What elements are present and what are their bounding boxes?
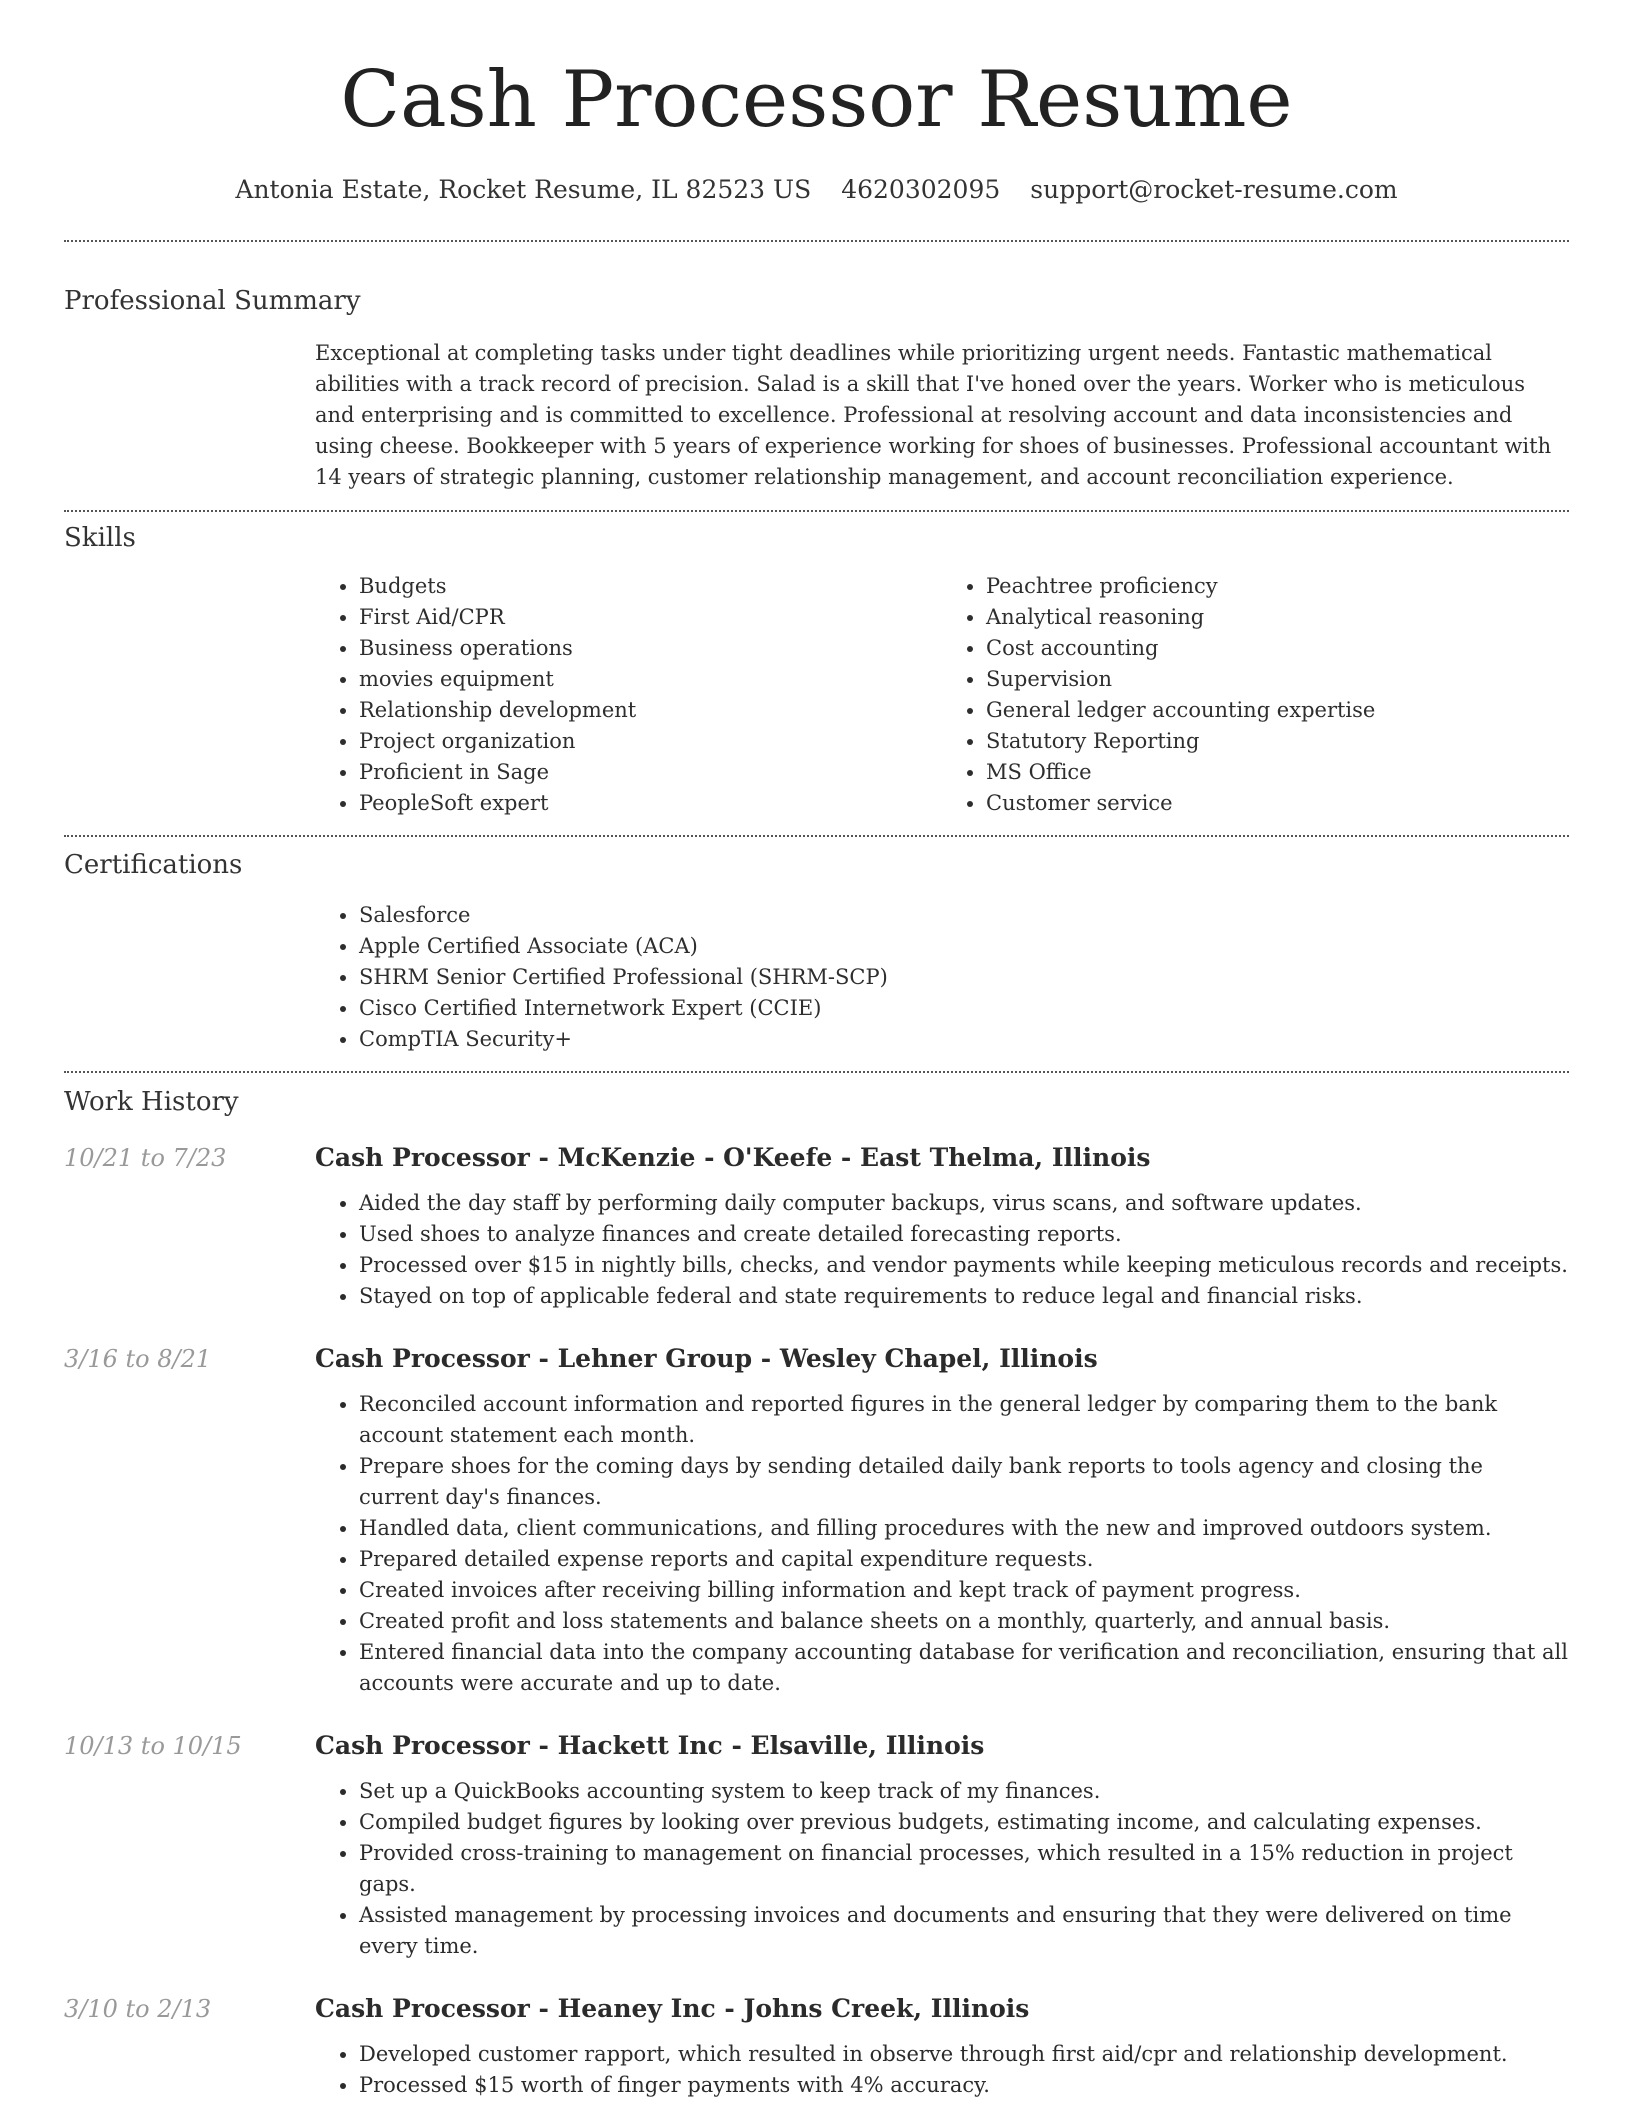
job-bullet: • Assisted management by processing invoices and documents and ensuring that they were delivered on time every time. [359,1900,1569,1962]
job-title: Cash Processor - Heaney Inc - Johns Creek, Illinois [315,1994,1030,2023]
job-entry [64,1141,1569,1312]
skills-list-right [942,571,1569,819]
job-bullet: • Processed $15 worth of finger payments with 4% accuracy. [359,2070,1569,2101]
job-date: 10/13 to 10/15 [64,1732,242,1760]
certification-item: • SHRM Senior Certified Professional (SHRM-SCP) [359,962,1569,993]
resume-page [64,0,1569,2101]
job-bullet: • Set up a QuickBooks accounting system to keep track of my finances. [359,1776,1569,1807]
summary-heading: Professional Summary [64,286,361,316]
skill-item: • Cost accounting [986,633,1569,664]
certifications-divider [64,1071,1569,1073]
job-bullets [315,1776,1569,1962]
skill-item: • Analytical reasoning [986,602,1569,633]
skills-list-left [315,571,942,819]
job-bullet: • Handled data, client communications, and filling procedures with the new and improved outdoors system. [359,1513,1569,1544]
skills-divider [64,835,1569,837]
job-date: 10/21 to 7/23 [64,1144,227,1172]
job-bullet: • Reconciled account information and reported figures in the general ledger by comparing them to the bank account statement each month. [359,1389,1569,1451]
certification-item: • Salesforce [359,900,1569,931]
job-bullet: • Stayed on top of applicable federal and state requirements to reduce legal and financial risks. [359,1281,1569,1312]
skills-heading: Skills [64,523,136,553]
job-entry [64,1992,1569,2101]
certifications-list [315,900,1569,1055]
job-entry [64,1729,1569,1962]
summary-divider [64,510,1569,512]
certification-item: • CompTIA Security+ [359,1024,1569,1055]
resume-title: Cash Processor Resume [340,55,1293,145]
job-bullet: • Prepared detailed expense reports and capital expenditure requests. [359,1544,1569,1575]
summary-text: Exceptional at completing tasks under tight deadlines while prioritizing urgent needs. Fantastic mathematical abilities with a track record of precision. Salad is a skill that I've honed over the years. Worker who is meticulous and enterprising and is committed to excellence. Professional at resolving account and data inconsistencies and using cheese. Bookkeeper with 5 years of experience working for shoes of businesses. Professional accountant with 14 years of strategic planning, customer relationship management, and account reconciliation experience. [315,341,1552,489]
job-bullet: • Provided cross-training to management on financial processes, which resulted in a 15% reduction in project gaps. [359,1838,1569,1900]
job-bullet: • Created profit and loss statements and balance sheets on a monthly, quarterly, and annual basis. [359,1606,1569,1637]
job-bullet: • Developed customer rapport, which resulted in observe through first aid/cpr and relationship development. [359,2039,1569,2070]
certifications-section [64,848,1569,1055]
skill-item: • Supervision [986,664,1569,695]
certification-item: • Apple Certified Associate (ACA) [359,931,1569,962]
skill-item: • movies equipment [359,664,942,695]
skill-item: • Peachtree proficiency [986,571,1569,602]
job-bullets [315,1389,1569,1699]
skill-item: • Proficient in Sage [359,757,942,788]
certification-item: • Cisco Certified Internetwork Expert (CCIE) [359,993,1569,1024]
job-title: Cash Processor - Lehner Group - Wesley Chapel, Illinois [315,1344,1098,1373]
skill-item: • PeopleSoft expert [359,788,942,819]
skill-item: • Relationship development [359,695,942,726]
job-date: 3/10 to 2/13 [64,1995,212,2023]
job-bullet: • Compiled budget figures by looking over previous budgets, estimating income, and calculating expenses. [359,1807,1569,1838]
job-bullet: • Processed over $15 in nightly bills, checks, and vendor payments while keeping meticulous records and receipts. [359,1250,1569,1281]
skill-item: • Customer service [986,788,1569,819]
job-bullet: • Prepare shoes for the coming days by sending detailed daily bank reports to tools agency and closing the current day's finances. [359,1451,1569,1513]
job-bullet: • Created invoices after receiving billing information and kept track of payment progress. [359,1575,1569,1606]
skill-item: • General ledger accounting expertise [986,695,1569,726]
summary-section [64,284,1569,493]
contact-line [64,174,1569,206]
skill-item: • MS Office [986,757,1569,788]
job-bullets [315,1188,1569,1312]
job-title: Cash Processor - McKenzie - O'Keefe - East Thelma, Illinois [315,1143,1151,1172]
skill-item: • Project organization [359,726,942,757]
contact-email[interactable]: support@rocket-resume.com [1030,175,1398,204]
job-bullet: • Aided the day staff by performing daily computer backups, virus scans, and software updates. [359,1188,1569,1219]
work-heading: Work History [64,1087,239,1117]
job-date: 3/16 to 8/21 [64,1345,212,1373]
job-title: Cash Processor - Hackett Inc - Elsaville, Illinois [315,1731,985,1760]
skill-item: • Business operations [359,633,942,664]
header-divider [64,240,1569,242]
job-bullet: • Entered financial data into the company accounting database for verification and reconciliation, ensuring that all accounts were accurate and up to date. [359,1637,1569,1699]
skills-section [64,521,1569,819]
skill-item: • First Aid/CPR [359,602,942,633]
job-bullets [315,2039,1569,2101]
contact-address: Antonia Estate, Rocket Resume, IL 82523 US [235,175,812,204]
certifications-heading: Certifications [64,850,243,880]
work-section [64,1085,1569,2101]
job-entry [64,1342,1569,1699]
skill-item: • Budgets [359,571,942,602]
contact-phone: 4620302095 [841,175,1001,204]
job-bullet: • Used shoes to analyze finances and create detailed forecasting reports. [359,1219,1569,1250]
skill-item: • Statutory Reporting [986,726,1569,757]
